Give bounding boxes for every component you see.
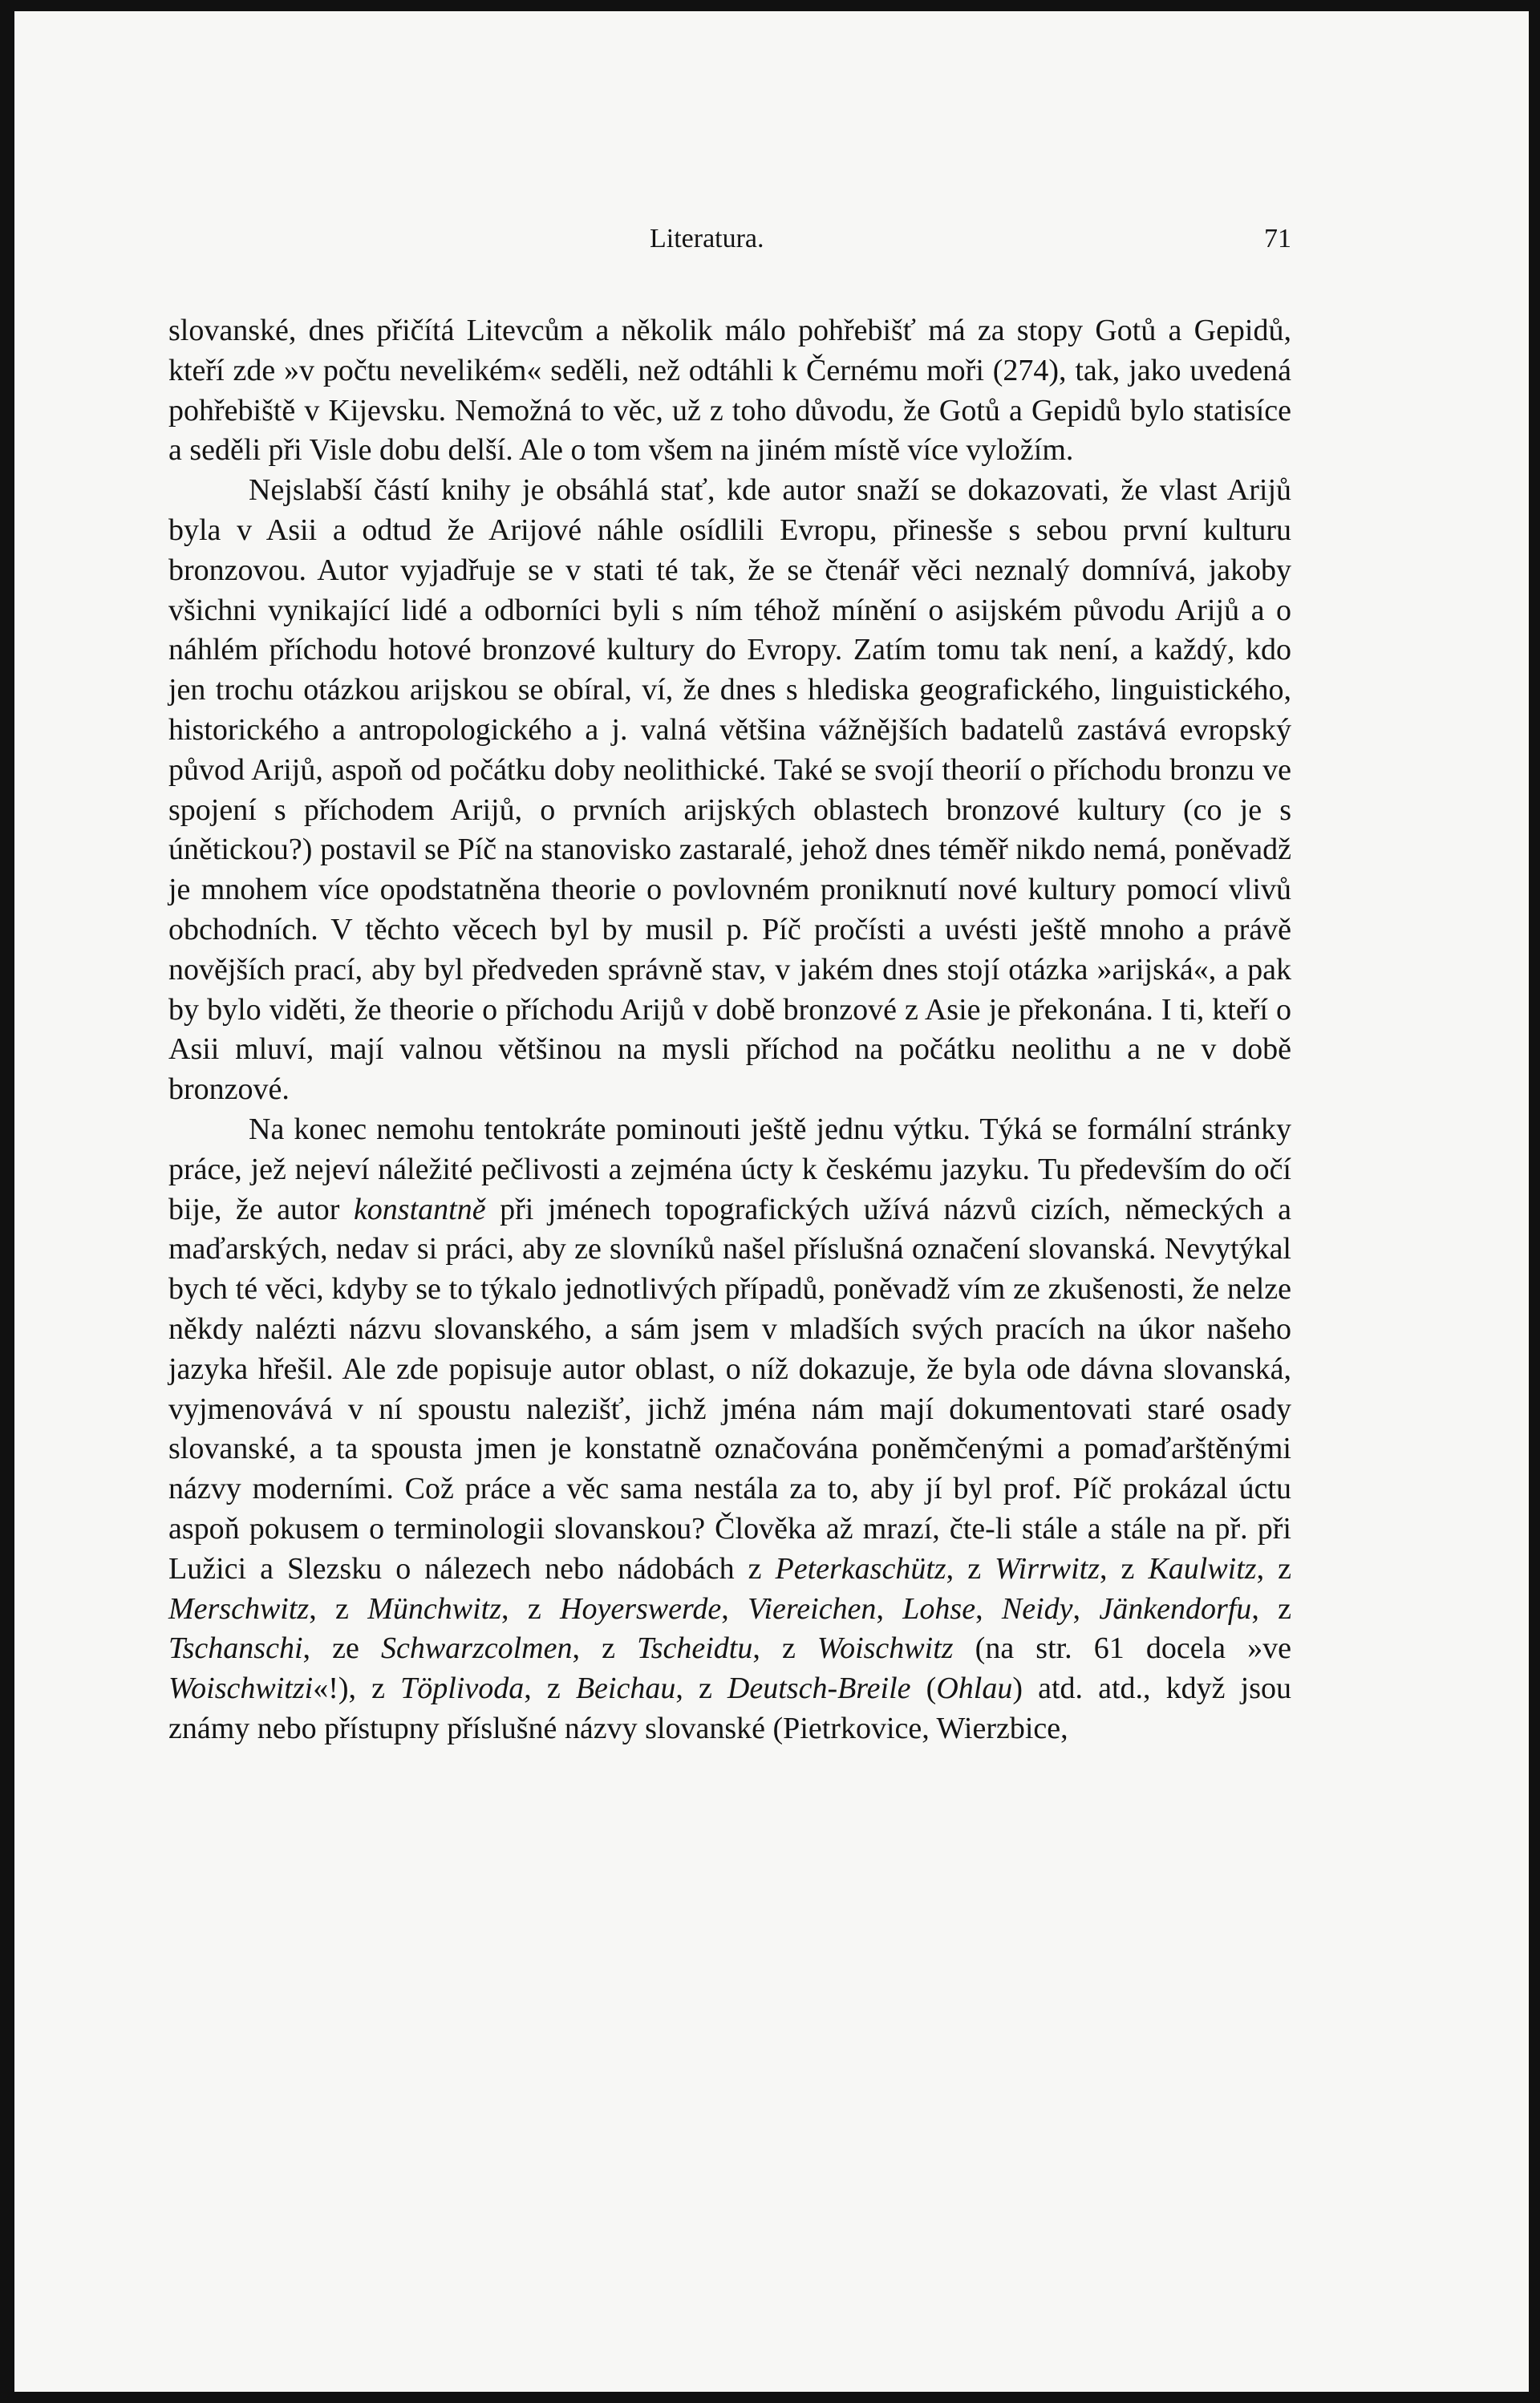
text-run: , z	[501, 1591, 561, 1626]
text-run: , z	[752, 1631, 817, 1666]
italic-place-name: Woischwitzi	[168, 1672, 314, 1706]
italic-place-name: Deutsch-Breile	[727, 1672, 911, 1706]
running-head	[168, 217, 1291, 261]
italic-place-name: Jänkendorfu	[1099, 1591, 1252, 1626]
paragraph	[168, 311, 1291, 471]
text-run: , z	[1256, 1551, 1291, 1586]
text-run: (na str. 61 docela »ve	[953, 1631, 1292, 1666]
text-body	[168, 311, 1291, 1749]
text-run: , z	[1251, 1591, 1292, 1626]
text-run: , z	[572, 1631, 638, 1666]
italic-place-name: Münchwitz	[367, 1591, 502, 1626]
italic-place-name: Beichau	[575, 1672, 676, 1706]
text-run: ,	[975, 1591, 1002, 1626]
text-run: , z	[675, 1672, 727, 1706]
italic-place-name: Hoyerswerde	[560, 1591, 722, 1626]
text-run: (	[910, 1672, 937, 1706]
italic-place-name: Neidy	[1001, 1591, 1073, 1626]
text-run: ,	[1072, 1591, 1100, 1626]
text-run: Nejslabší částí knihy je obsáhlá stať, kde autor snaží se dokazovati, že vlast Arijů byla v Asii a odtud že Arijové náhle osídlili Evropu, přinesše s sebou první kulturu bronzovou. Autor vyjadřuje se v stati té tak, že se čtenář věci neznalý domnívá, jakoby všichni vynikající lidé a odborníci byli s ním téhož mínění o asijském původu Arijů a o náhlém příchodu hotové bronzové kultury do Evropy. Zatím tomu tak není, a každý, kdo jen trochu otázkou arijskou se obíral, ví, že dnes s hlediska geografického, linguistického, historického a antropologického a j. valná většina vážnějších badatelů zastává evropský původ Arijů, aspoň od počátku doby neolithické. Také se svojí theorií o příchodu bronzu ve spojení s příchodem Arijů, o prvních arijských oblastech bronzové kultury (co je s únětickou?) postavil se Píč na stanovisko zastaralé, jehož dnes téměř nikdo nemá, poněvadž je mnohem více opodstatněna theorie o povlovném proniknutí nové kultury pomocí vlivů obchodních. V těchto věcech byl by musil p. Píč pročísti a uvésti ještě mnoho a právě novějších prací, aby byl předveden správně stav, v jakém dnes stojí otázka »arijská«, a pak by bylo viděti, že theorie o příchodu Arijů v době bronzové z Asie je překonána. I ti, kteří o Asii mluví, mají valnou většinou na mysli příchod na počátku neolithu a ne v době bronzové.	[168, 473, 1291, 1107]
text-run: ,	[721, 1591, 748, 1626]
text-run: «!), z	[313, 1672, 401, 1706]
text-run: , z	[1100, 1551, 1149, 1586]
book-page	[168, 217, 1291, 1749]
italic-place-name: konstantně	[353, 1192, 486, 1226]
italic-place-name: Viereichen	[748, 1591, 877, 1626]
text-run: ) atd. atd., když jsou známy nebo přístupny příslušné názvy slovanské (Pietrkovice, Wierzbice,	[168, 1672, 1291, 1745]
italic-place-name: Merschwitz	[168, 1591, 310, 1626]
scan-border-bottom	[0, 2392, 1540, 2403]
paragraph	[168, 471, 1291, 1110]
text-run: Na konec nemohu tentokráte pominouti ještě jednu výtku. Týká se formální stránky práce, jež nejeví náležité pečlivosti a zejména úcty k českému jazyku. Tu především do očí bije, že autor	[168, 1112, 1291, 1226]
italic-place-name: Tschanschi	[168, 1631, 303, 1666]
italic-place-name: Lohse	[902, 1591, 976, 1626]
page-number: 71	[1264, 224, 1291, 253]
text-run: při jménech topografických užívá názvů cizích, německých a maďarských, nedav si práci, aby ze slovníků našel příslušná označení slovanská. Nevytýkal bych té věci, kdyby se to týkalo jednotlivých případů, poněvadž vím ze zkušenosti, že nelze někdy nalézti názvu slovanského, a sám jsem v mladších svých pracích na úkor našeho jazyka hřešil. Ale zde popisuje autor oblast, o níž dokazuje, že byla ode dávna slovanská, vyjmenovává v ní spoustu nalezišť, jichž jména nám mají dokumentovati staré osady slovanské, a ta spousta jmen je konstatně označována poněmčenými a pomaďarštěnými názvy moderními. Což práce a věc sama nestála za to, aby jí byl prof. Píč prokázal úctu aspoň pokusem o terminologii slovanskou? Člověka až mrazí, čte-li stále a stále na př. při Lužici a Slezsku o nálezech nebo nádobách z	[168, 1192, 1292, 1586]
scan-border-left	[0, 0, 14, 2403]
italic-place-name: Peterkaschütz	[775, 1551, 946, 1586]
italic-place-name: Ohlau	[936, 1672, 1013, 1706]
text-run: , z	[309, 1591, 368, 1626]
italic-place-name: Kaulwitz	[1148, 1551, 1257, 1586]
text-run: ,	[876, 1591, 903, 1626]
scan-border-right	[1529, 0, 1540, 2403]
italic-place-name: Schwarzcolmen	[380, 1631, 573, 1666]
text-run: , ze	[302, 1631, 381, 1666]
italic-place-name: Tscheidtu	[637, 1631, 753, 1666]
italic-place-name: Woischwitz	[817, 1631, 954, 1666]
scan-border-top	[0, 0, 1540, 11]
italic-place-name: Töplivoda	[400, 1672, 525, 1706]
running-title: Literatura.	[650, 224, 764, 253]
italic-place-name: Wirrwitz	[995, 1551, 1100, 1586]
text-run: slovanské, dnes přičítá Litevcům a několik málo pohřebišť má za stopy Gotů a Gepidů, kteří zde »v počtu nevelikém« seděli, než odtáhli k Černému moři (274), tak, jako uvedená pohřebiště v Kijevsku. Nemožná to věc, už z toho důvodu, že Gotů a Gepidů bylo statisíce a seděli při Visle dobu delší. Ale o tom všem na jiném místě více vyložím.	[168, 314, 1291, 468]
text-run: , z	[524, 1672, 576, 1706]
paragraph	[168, 1110, 1291, 1749]
text-run: , z	[946, 1551, 995, 1586]
